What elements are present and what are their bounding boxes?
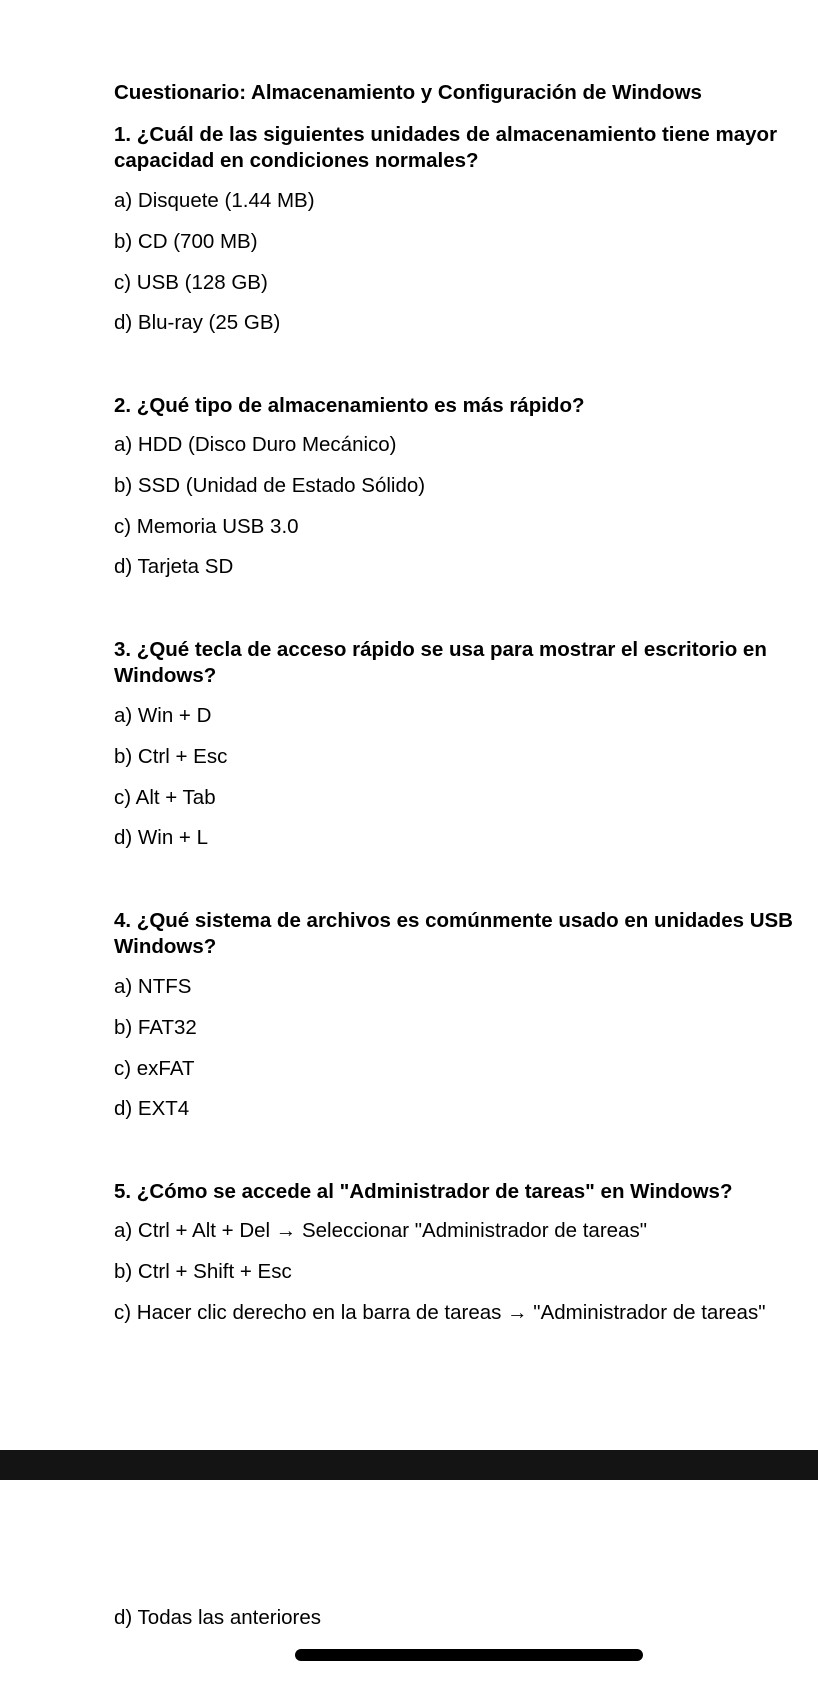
home-indicator[interactable]	[295, 1649, 643, 1661]
question-4-text-line1: 4. ¿Qué sistema de archivos es comúnmente usado en unidades USB	[114, 909, 793, 932]
question-1-text-line1: 1. ¿Cuál de las siguientes unidades de almacenamiento tiene mayor	[114, 123, 778, 146]
question-4-option-b: b) FAT32	[114, 1016, 197, 1039]
page-title: Cuestionario: Almacenamiento y Configuración de Windows	[114, 81, 702, 104]
question-2-option-b: b) SSD (Unidad de Estado Sólido)	[114, 474, 426, 497]
question-3-option-d: d) Win + L	[114, 826, 208, 849]
question-3-text-line1: 3. ¿Qué tecla de acceso rápido se usa para mostrar el escritorio en	[114, 638, 767, 661]
question-4-text-line2: Windows?	[114, 935, 217, 958]
question-5-text: 5. ¿Cómo se accede al "Administrador de tareas" en Windows?	[114, 1180, 733, 1203]
question-3-option-c: c) Alt + Tab	[114, 786, 216, 809]
question-5-option-c: c) Hacer clic derecho en la barra de tareas → "Administrador de tareas"	[114, 1301, 766, 1324]
question-4-option-a: a) NTFS	[114, 975, 192, 998]
question-2-text: 2. ¿Qué tipo de almacenamiento es más rápido?	[114, 394, 585, 417]
question-1-option-d: d) Blu-ray (25 GB)	[114, 311, 281, 334]
question-2-option-a: a) HDD (Disco Duro Mecánico)	[114, 433, 397, 456]
question-5-option-a: a) Ctrl + Alt + Del → Seleccionar "Administrador de tareas"	[114, 1219, 647, 1242]
question-3-option-a: a) Win + D	[114, 704, 212, 727]
question-2-option-d: d) Tarjeta SD	[114, 555, 234, 578]
question-1-text-line2: capacidad en condiciones normales?	[114, 149, 479, 172]
question-1-option-a: a) Disquete (1.44 MB)	[114, 189, 315, 212]
question-4-option-d: d) EXT4	[114, 1097, 190, 1120]
question-1-option-b: b) CD (700 MB)	[114, 230, 258, 253]
question-5-option-d: d) Todas las anteriores	[114, 1606, 322, 1629]
dark-separator-band	[0, 1450, 818, 1480]
question-2-option-c: c) Memoria USB 3.0	[114, 515, 299, 538]
question-1-option-c: c) USB (128 GB)	[114, 271, 268, 294]
question-5-option-b: b) Ctrl + Shift + Esc	[114, 1260, 292, 1283]
question-3-text-line2: Windows?	[114, 664, 217, 687]
question-3-option-b: b) Ctrl + Esc	[114, 745, 228, 768]
question-4-option-c: c) exFAT	[114, 1057, 195, 1080]
